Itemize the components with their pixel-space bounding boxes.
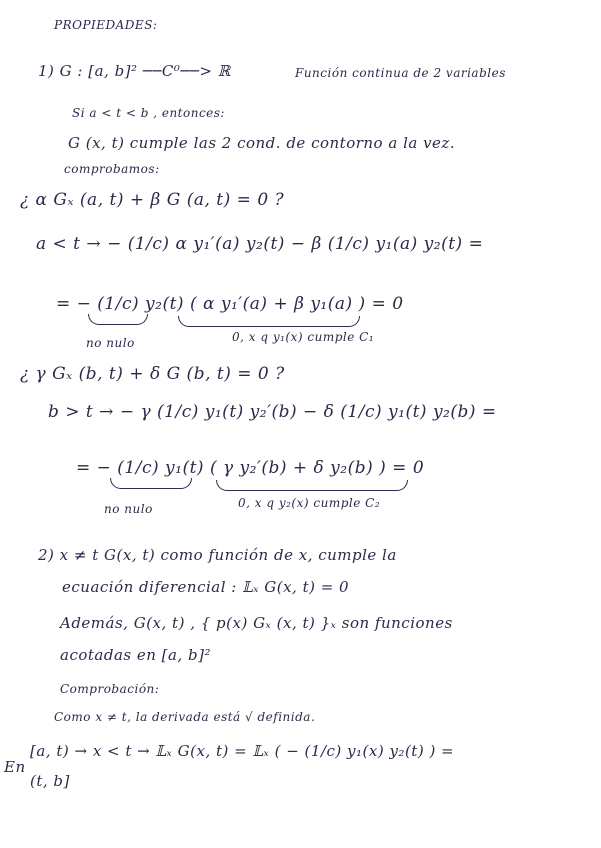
- note-condition-2: 0, x q y₂(x) cumple C₂: [238, 496, 381, 510]
- bounded-domain-line: acotadas en [a, b]²: [60, 646, 211, 664]
- bounded-functions-line: Además, G(x, t) , { p(x) Gₓ (x, t) }ₓ son funciones: [60, 614, 453, 632]
- left-boundary-result: = − (1/c) y₂(t) ( α y₁′(a) + β y₁(a) ) = 0: [56, 294, 404, 314]
- note-non-null-1: no nulo: [86, 336, 135, 350]
- en-label: En: [4, 758, 26, 776]
- property-1-definition: 1) G : [a, b]² ──C⁰──> ℝ: [38, 62, 231, 80]
- check-label: comprobamos:: [64, 162, 160, 176]
- property-2-statement: 2) x ≠ t G(x, t) como función de x, cumple la: [38, 546, 397, 564]
- section-title: PROPIEDADES:: [54, 18, 158, 32]
- note-non-null-2: no nulo: [104, 502, 153, 516]
- derivative-defined-line: Como x ≠ t, la derivada está √ definida.: [54, 710, 316, 724]
- brace-non-null-1: [88, 314, 148, 325]
- question-left-boundary: ¿ α Gₓ (a, t) + β G (a, t) = 0 ?: [20, 190, 285, 210]
- continuous-function-note: Función continua de 2 variables: [295, 66, 506, 80]
- note-condition-1: 0, x q y₁(x) cumple C₁: [232, 330, 375, 344]
- differential-equation-line: ecuación diferencial : 𝕃ₓ G(x, t) = 0: [62, 578, 350, 596]
- right-boundary-result: = − (1/c) y₁(t) ( γ y₂′(b) + δ y₂(b) ) = 0: [76, 458, 425, 478]
- brace-condition-1: [178, 316, 360, 327]
- question-right-boundary: ¿ γ Gₓ (b, t) + δ G (b, t) = 0 ?: [20, 364, 285, 384]
- verification-label: Comprobación:: [60, 682, 160, 696]
- boundary-conditions-line: G (x, t) cumple las 2 cond. de contorno a la vez.: [68, 134, 456, 152]
- brace-condition-2: [216, 480, 408, 491]
- left-boundary-expansion: a < t → − (1/c) α y₁′(a) y₂(t) − β (1/c) y₁(a) y₂(t) =: [36, 234, 484, 254]
- interval-left-operator-line: [a, t) → x < t → 𝕃ₓ G(x, t) = 𝕃ₓ ( − (1/c) y₁(x) y₂(t) ) =: [30, 742, 455, 760]
- condition-line: Si a < t < b , entonces:: [72, 106, 225, 120]
- right-boundary-expansion: b > t → − γ (1/c) y₁(t) y₂′(b) − δ (1/c) y₁(t) y₂(b) =: [48, 402, 497, 422]
- brace-non-null-2: [110, 478, 192, 489]
- interval-right-line: (t, b]: [30, 772, 70, 790]
